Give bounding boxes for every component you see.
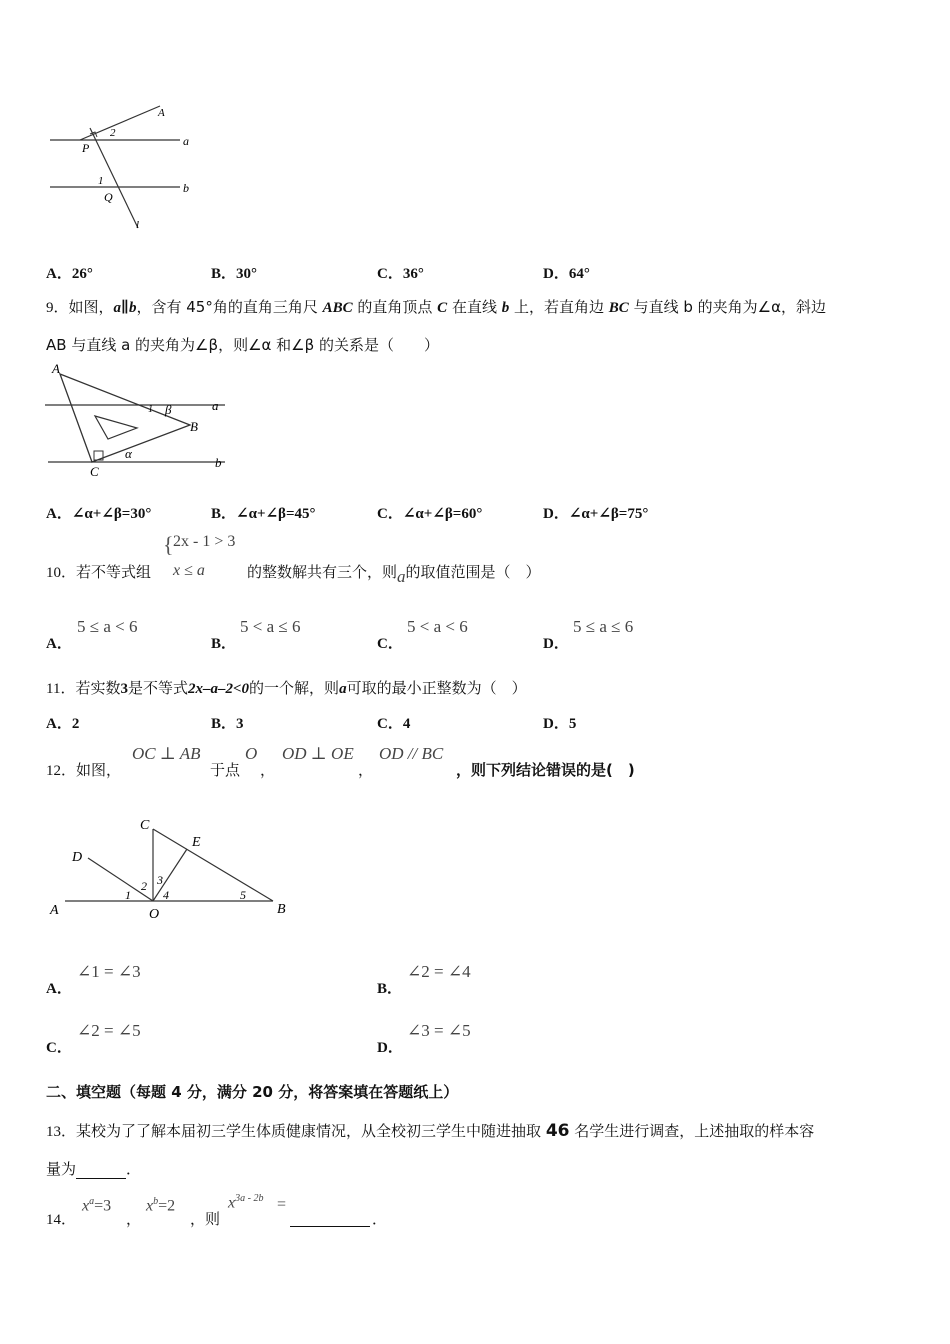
q14-condition-2: $x^b=2$ (146, 1196, 176, 1215)
label-A: A (158, 107, 165, 119)
figure-q12-geometry (45, 812, 295, 927)
question-10-suffix: 的整数解共有三个，则a的取值范围是（ ） (247, 563, 541, 586)
q14-end: ． (372, 1210, 388, 1228)
q10-inequality-2: x ≤ a (173, 562, 205, 579)
angle-1: 1 (148, 404, 153, 415)
label-D: D (72, 850, 83, 865)
label-E: E (192, 835, 201, 850)
q9-option-b[interactable]: B．∠α+∠β=45° (211, 506, 316, 522)
question-9-line1: 9．如图，a∥b，含有 45°角的直角三角尺 ABC 的直角顶点 C 在直线 b 上，若直角边 BC 与直线 b 的夹角为∠α，斜边 (46, 298, 826, 316)
label-B: B (277, 902, 286, 917)
question-11: 11．若实数3是不等式2x–a–2<0的一个解，则a可取的最小正整数为（ ） (46, 679, 527, 697)
q12-point-o: O (245, 744, 258, 763)
label-Q: Q (104, 190, 113, 204)
q12-comma-1: ， (260, 761, 276, 779)
section-2-heading: 二、填空题（每题 4 分，满分 20 分，将答案填在答题纸上） (46, 1083, 459, 1101)
question-10-prefix: 10．若不等式组 (46, 563, 152, 581)
figure-q8-parallel-lines (40, 98, 210, 238)
label-b: b (183, 181, 189, 195)
q14-answer-blank[interactable] (290, 1208, 370, 1227)
q12-option-b-label[interactable]: B． (377, 981, 403, 997)
q10-option-a[interactable]: 5 ≤ a < 6 (77, 617, 138, 636)
q12-option-d[interactable]: ∠3 = ∠5 (407, 1021, 471, 1040)
q14-then: ，则 (190, 1210, 221, 1228)
question-9-line2: AB 与直线 a 的夹角为∠β，则∠α 和∠β 的关系是（ ） (46, 336, 439, 354)
q10-inequality-1: 2x - 1 > 3 (173, 533, 236, 550)
angle-2: 2 (110, 127, 116, 139)
brace-symbol: { (163, 532, 174, 557)
q8-option-a[interactable]: A．26° (46, 266, 93, 282)
q9-option-c[interactable]: C．∠α+∠β=60° (377, 506, 483, 522)
label-P: P (82, 141, 90, 155)
angle-beta: β (165, 402, 172, 417)
angle-1: 1 (125, 888, 131, 902)
question-13-line1: 13．某校为了了解本届初三学生体质健康情况，从全校初三学生中随进抽取 46 名学生进行调查，上述抽取的样本容 (46, 1121, 815, 1141)
q12-suffix: ，则下列结论错误的是( ) (456, 761, 635, 779)
angle-5: 5 (240, 888, 246, 902)
label-B: B (190, 419, 198, 434)
q11-option-d[interactable]: D．5 (543, 716, 577, 732)
angle-4: 4 (163, 888, 169, 902)
angle-alpha: α (125, 446, 132, 461)
q11-option-c[interactable]: C．4 (377, 716, 411, 732)
q12-option-a[interactable]: ∠1 = ∠3 (77, 962, 141, 981)
question-14-number: 14． (46, 1212, 77, 1228)
angle-3: 3 (157, 873, 163, 887)
q9-option-d[interactable]: D．∠α+∠β=75° (543, 506, 649, 522)
q12-option-c-label[interactable]: C． (46, 1040, 72, 1056)
q11-option-b[interactable]: B．3 (211, 716, 244, 732)
q12-text-at-point: 于点 (210, 761, 241, 779)
label-a: a (212, 398, 219, 413)
q10-option-a-label[interactable]: A． (46, 636, 72, 652)
angle-2: 2 (141, 879, 147, 893)
label-A: A (50, 903, 59, 918)
q14-comma-1: ， (126, 1210, 142, 1228)
q9-option-a[interactable]: A．∠α+∠β=30° (46, 506, 152, 522)
angle-1: 1 (98, 175, 104, 187)
question-12-prefix: 12．如图， (46, 761, 122, 779)
q12-comma-2: ， (358, 761, 374, 779)
q10-option-b[interactable]: 5 < a ≤ 6 (240, 617, 301, 636)
q12-condition-3: OD // BC (379, 744, 444, 763)
q10-option-d[interactable]: 5 ≤ a ≤ 6 (573, 617, 634, 636)
q12-option-a-label[interactable]: A． (46, 981, 72, 997)
q12-condition-2: OD ⊥ OE (282, 744, 354, 763)
q10-option-b-label[interactable]: B． (211, 636, 237, 652)
q13-answer-blank[interactable] (76, 1160, 126, 1179)
q14-expression: $x^{3a - 2b}$ (228, 1193, 264, 1212)
figure-q9-triangle (40, 362, 240, 482)
q10-option-c-label[interactable]: C． (377, 636, 403, 652)
label-C: C (90, 464, 99, 479)
q12-option-c[interactable]: ∠2 = ∠5 (77, 1021, 141, 1040)
q8-option-b[interactable]: B．30° (211, 266, 258, 282)
label-C: C (140, 818, 150, 833)
q14-equals: = (277, 1196, 287, 1213)
q11-option-a[interactable]: A．2 (46, 716, 80, 732)
label-a: a (183, 134, 189, 148)
label-O: O (149, 907, 160, 922)
q14-condition-1: $x^a=3$ (82, 1196, 112, 1215)
q12-option-b[interactable]: ∠2 = ∠4 (407, 962, 471, 981)
q10-option-c[interactable]: 5 < a < 6 (407, 617, 468, 636)
q8-option-c[interactable]: C．36° (377, 266, 424, 282)
label-l: l (136, 219, 140, 231)
label-b: b (215, 455, 222, 470)
q10-option-d-label[interactable]: D． (543, 636, 569, 652)
question-13-line2: 量为 ． (46, 1160, 142, 1178)
q12-condition-1: OC ⊥ AB (132, 744, 201, 763)
label-A: A (52, 362, 60, 376)
q12-option-d-label[interactable]: D． (377, 1040, 403, 1056)
q8-option-d[interactable]: D．64° (543, 266, 590, 282)
